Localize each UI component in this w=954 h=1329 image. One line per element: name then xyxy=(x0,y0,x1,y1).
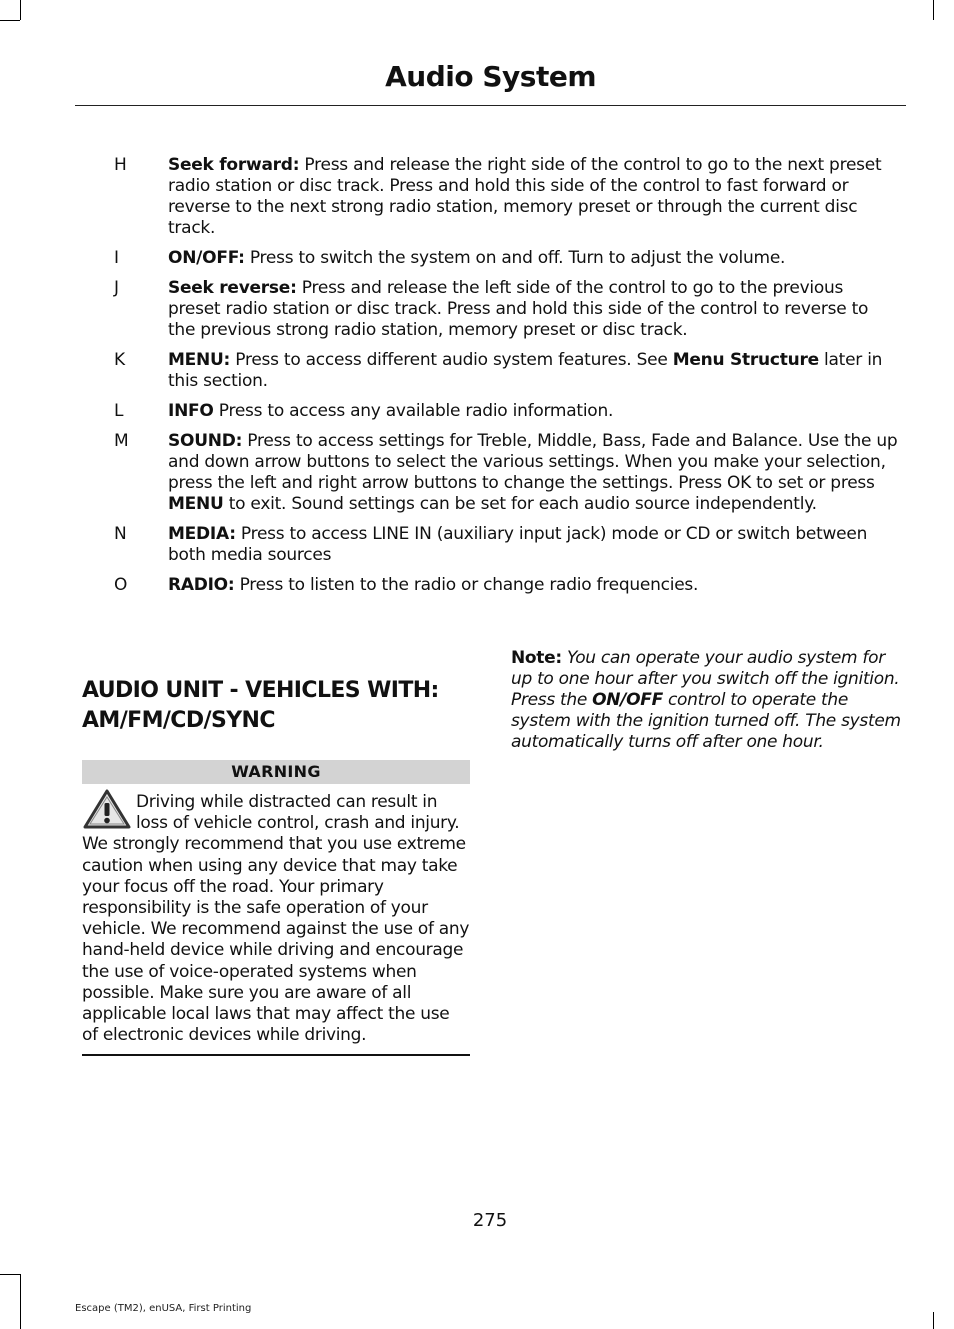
item-text: Press and release the right side of the control to go to the next preset radio station or disc track. Press and hold this side of the control to fast forward or reverse to the next strong radio station, memory preset or through the current disc track. xyxy=(168,155,882,238)
item-term: RADIO: xyxy=(168,575,235,595)
cross-reference: Menu Structure xyxy=(672,350,819,370)
item-letter: L xyxy=(114,401,124,421)
note-paragraph xyxy=(511,648,903,753)
item-text: Press and release the left side of the control to go to the previous preset radio station or disc track. Press and hold this side of the control to reverse to the previous strong radio station, memory preset or disc track. xyxy=(168,278,869,340)
note-text: You can operate your audio system for up to one hour after you switch off the ignition. Press the xyxy=(511,648,900,710)
list-item xyxy=(108,401,908,422)
item-text: to exit. Sound settings can be set for each audio source independently. xyxy=(223,494,817,514)
item-text: later in this section. xyxy=(168,350,883,391)
warning-box xyxy=(82,792,470,1056)
item-term: Seek forward: xyxy=(168,155,300,175)
item-text: Press to listen to the radio or change radio frequencies. xyxy=(234,575,699,595)
section-heading xyxy=(82,676,470,736)
item-text: Press to access different audio system features. See xyxy=(230,350,673,370)
list-item xyxy=(108,524,908,566)
item-text: Press to switch the system on and off. Turn to adjust the volume. xyxy=(244,248,786,268)
item-letter: H xyxy=(114,155,127,175)
item-term: MEDIA: xyxy=(168,524,236,544)
list-item xyxy=(108,155,908,239)
crop-mark xyxy=(0,20,20,21)
item-term: Seek reverse: xyxy=(168,278,297,298)
crop-mark xyxy=(933,1312,934,1329)
item-description xyxy=(168,575,898,596)
item-letter: J xyxy=(114,278,120,298)
crop-mark xyxy=(933,0,934,20)
item-term: SOUND: xyxy=(168,431,243,451)
item-description xyxy=(168,350,898,392)
item-text: Press to access LINE IN (auxiliary input jack) mode or CD or switch between both media sources xyxy=(168,524,868,565)
crop-mark xyxy=(20,0,21,20)
page-number: 275 xyxy=(472,1210,508,1231)
control-list xyxy=(108,155,908,605)
item-letter: I xyxy=(114,248,120,268)
item-term: MENU: xyxy=(168,350,231,370)
item-term: INFO xyxy=(168,401,214,421)
cross-reference: MENU xyxy=(168,494,224,514)
item-description xyxy=(168,155,898,239)
page-title: Audio System xyxy=(385,60,596,93)
item-term: ON/OFF: xyxy=(168,248,245,268)
warning-text: Driving while distracted can result in loss of vehicle control, crash and injury. We strongly recommend that you use extreme caution when using any device that may take your focus off the road. Your primary responsibility is the safe operation of your vehicle. We recommend against the use of any hand-held device while driving and encourage the use of voice-operated systems when possible. Make sure you are aware of all applicable local laws that may affect the use of electronic devices while driving. xyxy=(82,792,470,1046)
item-text: Press to access settings for Treble, Middle, Bass, Fade and Balance. Use the up and down arrow buttons to select the various settings. When you make your selection, press the left and right arrow buttons to change the settings. Press OK to set or press xyxy=(168,431,898,493)
left-column xyxy=(82,676,470,1056)
list-item xyxy=(108,248,908,269)
warning-triangle-icon xyxy=(82,788,132,830)
list-item xyxy=(108,575,908,596)
crop-mark xyxy=(20,1274,21,1329)
item-letter: O xyxy=(114,575,128,595)
item-letter: N xyxy=(114,524,127,544)
list-item xyxy=(108,431,908,515)
item-description xyxy=(168,401,898,422)
crop-mark xyxy=(0,1274,20,1275)
page-header xyxy=(75,58,906,106)
item-description xyxy=(168,248,898,269)
note-label: Note: xyxy=(511,648,562,668)
item-letter: K xyxy=(114,350,126,370)
note-reference: ON/OFF xyxy=(592,690,663,710)
item-description xyxy=(168,431,898,515)
printing-info: Escape (TM2), enUSA, First Printing xyxy=(75,1303,252,1314)
warning-label: WARNING xyxy=(82,760,470,784)
item-description xyxy=(168,278,898,341)
section-heading-line: AUDIO UNIT - VEHICLES WITH: xyxy=(82,678,439,703)
item-letter: M xyxy=(114,431,129,451)
right-column xyxy=(511,648,903,753)
note-text: control to operate the system with the ignition turned off. The system automatically turns off after one hour. xyxy=(511,690,901,752)
item-description xyxy=(168,524,898,566)
list-item xyxy=(108,350,908,392)
section-heading-line: AM/FM/CD/SYNC xyxy=(82,708,275,733)
list-item xyxy=(108,278,908,341)
item-text: Press to access any available radio information. xyxy=(213,401,614,421)
